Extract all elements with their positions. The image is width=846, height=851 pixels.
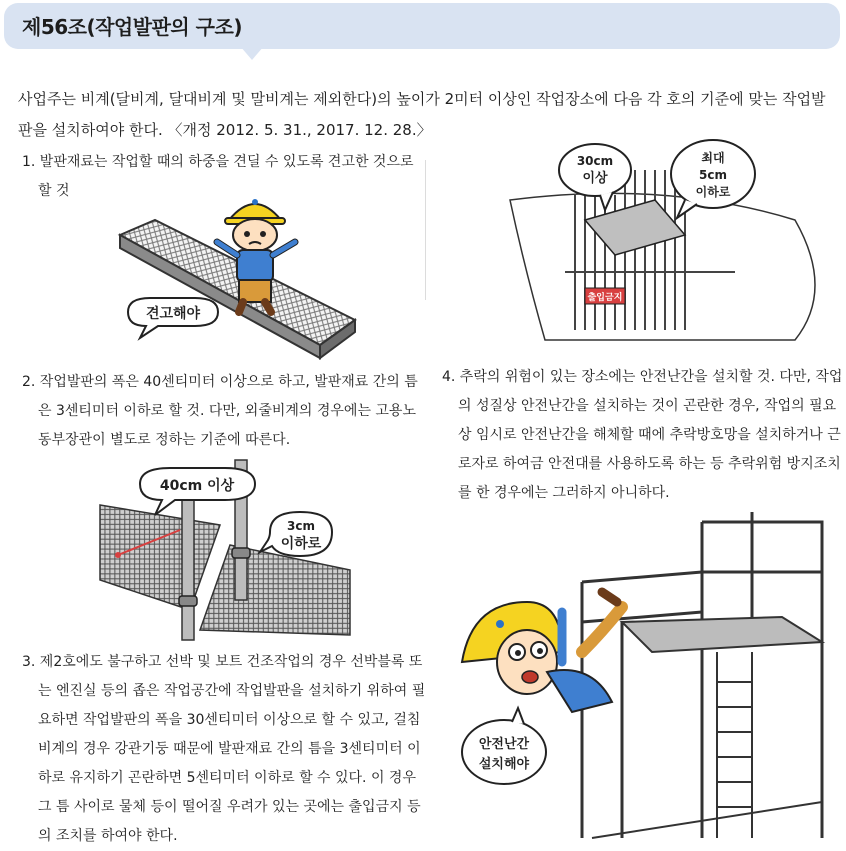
page-title: 제56조(작업발판의 구조) [22,15,242,39]
gap-bubble-line1: 3cm [287,519,315,533]
column-divider [425,160,426,300]
ship-scaffold-illustration [505,140,835,340]
intro-paragraph: 사업주는 비계(달비계, 달대비계 및 말비계는 제외한다)의 높이가 2미터 이상인 작업장소에 다음 각 호의 기준에 맞는 작업발판을 설치하여야 한다. 〈개정 2012. 5. 31., 2017. 12. 28.〉 [18,90,826,139]
ship-bubble2-line2: 5cm [699,168,727,182]
sturdy-bubble-text: 견고해야 [145,306,201,322]
header-pointer [240,46,264,60]
railing-bubble-line2: 설치해야 [478,757,530,772]
ship-bubble2-line3: 이하로 [695,185,731,199]
item-3: 3. 제2호에도 불구하고 선박 및 보트 건조작업의 경우 선박블록 또는 엔진실 등의 좁은 작업공간에 작업발판을 설치하기 위하여 필요하면 작업발판의 폭을 30센티미터 이상으로 할 수 있고, 걸침비계의 경우 강관기둥 때문에 발판재료 간의 틈을 3센티미터 이하로 유지하기 곤란하면 5센티미터 이하로 할 수 있다. 이 경우 그 틈 사이로 물체 등이 떨어질 우려가 있는 곳에는 출입금지 등의 조치를 하여야 한다. [22,654,426,844]
ship-bubble1-line1: 30cm [576,154,614,168]
plank-width-illustration [100,460,360,640]
item-1: 1. 발판재료는 작업할 때의 하중을 견딜 수 있도록 견고한 것으로 할 것 [22,154,414,199]
railing-illustration [452,512,832,838]
ship-bubble1-line2: 이상 [582,171,608,186]
gap-bubble-line2: 이하로 [280,536,322,552]
plank-worker-illustration [100,180,360,365]
item-2: 2. 작업발판의 폭은 40센티미터 이상으로 하고, 발판재료 간의 틈은 3센티미터 이하로 할 것. 다만, 외줄비계의 경우에는 고용노동부장관이 별도로 정하는 기준에 따른다. [22,374,418,448]
item-4: 4. 추락의 위험이 있는 장소에는 안전난간을 설치할 것. 다만, 작업의 성질상 안전난간을 설치하는 것이 곤란한 경우, 작업의 필요상 임시로 안전난간을 해체할 때에 추락방호망을 설치하거나 근로자로 하여금 안전대를 사용하도록 하는 등 추락위험 방지조치를 한 경우에는 그러하지 아니하다. [442,369,843,501]
ship-bubble2-line1: 최대 [701,151,725,165]
width-bubble-text: 40cm 이상 [159,478,235,494]
no-entry-sign: 출입금지 [587,293,623,303]
railing-bubble-line1: 안전난간 [478,737,530,752]
